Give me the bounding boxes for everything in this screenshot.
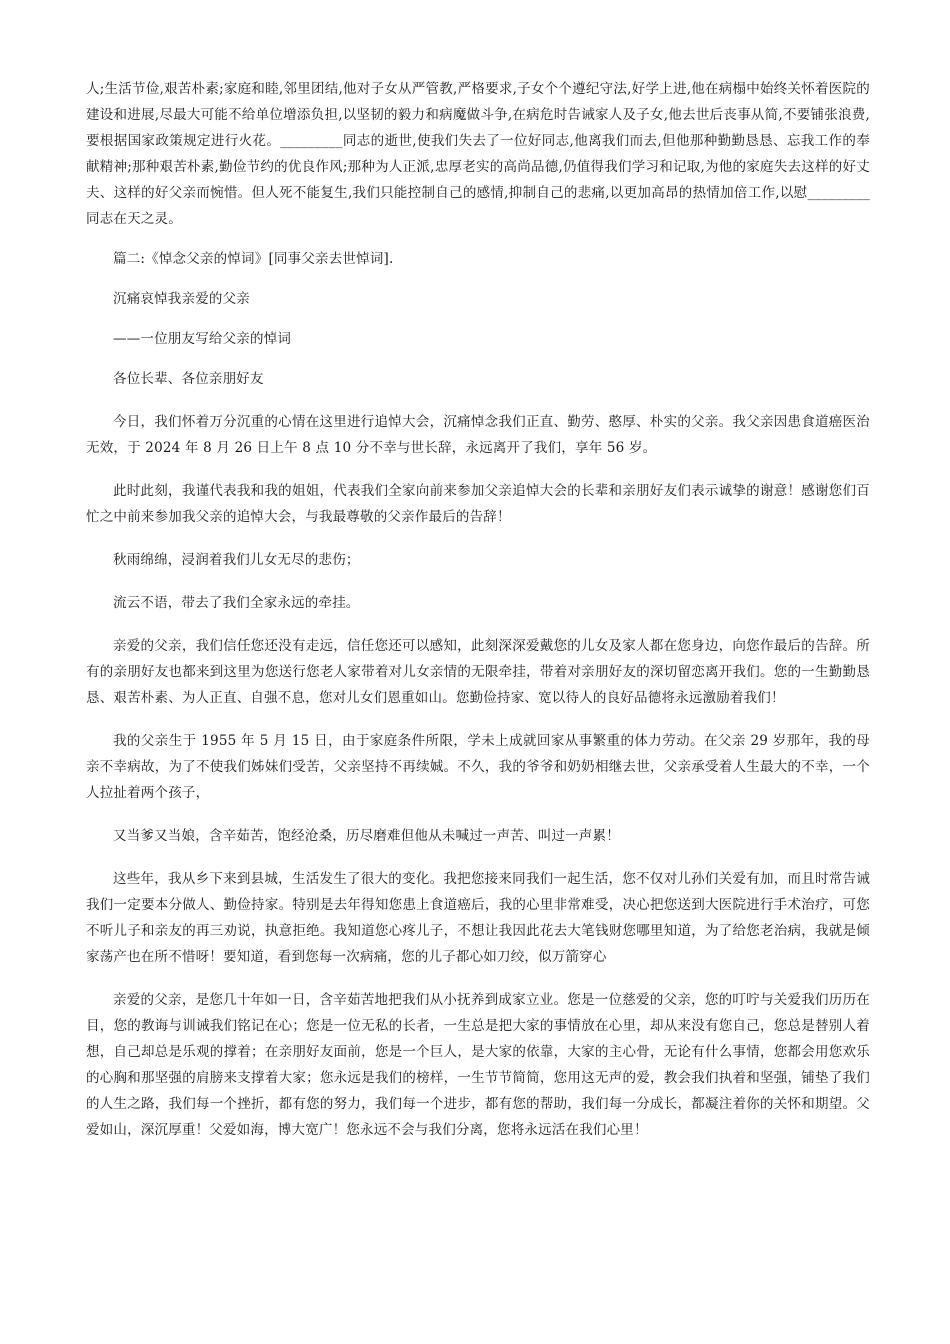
paragraph-thanks: 此时此刻，我谨代表我和我的姐姐，代表我们全家向前来参加父亲追悼大会的长辈和亲朋好友们表示诚挚的谢意！感谢您们百忙之中前来参加我父亲的追悼大会，与我最尊敬的父亲作最后的告辞！ <box>86 483 870 525</box>
paragraph-farewell: 亲爱的父亲，我们信任您还没有走远，信任您还可以感知，此刻深深爱戴您的儿女及家人都在您身边，向您作最后的告辞。所有的亲朋好友也都来到这里为您送行您老人家带着对儿女亲情的无限牵挂，带着对亲朋好友的深切留恋离开我们。您的一生勤勤恳恳、艰苦朴素、为人正直、自强不息，您对儿女们恩重如山。您勤俭持家、宽以待人的良好品德将永远激励着我们！ <box>86 638 870 706</box>
verse-line-1: 秋雨绵绵，浸润着我们儿女无尽的悲伤； <box>113 552 360 568</box>
section-heading-part-two: 篇二:《悼念父亲的悼词》[同事父亲去世悼词]. <box>113 251 394 267</box>
eulogy-title: 沉痛哀悼我亲爱的父亲 <box>113 291 250 307</box>
document-body <box>86 76 870 1143</box>
paragraph-opening: 今日，我们怀着万分沉重的心情在这里进行追悼大会，沉痛悼念我们正直、勤劳、憨厚、朴实的父亲。我父亲因患食道癌医治无效，于 2024 年 8 月 26 日上午 8 点 10 分不幸与世长辞，永远离开了我们，享年 56 岁。 <box>86 414 870 456</box>
paragraph-biography: 我的父亲生于 1955 年 5 月 15 日，由于家庭条件所限，学未上成就回家从事繁重的体力劳动。在父亲 29 岁那年，我的母亲不幸病故，为了不使我们姊妹们受苦，父亲坚持不再续娍。不久，我的爷爷和奶奶相继去世，父亲承受着人生最大的不幸，一个人拉扯着两个孩子， <box>86 733 870 801</box>
verse-line-2: 流云不语，带去了我们全家永远的牵挂。 <box>113 595 360 611</box>
paragraph-hardship: 又当爹又当娘，含辛茹苦，饱经沧桑，历尽磨难但他从未喊过一声苦、叫过一声累！ <box>113 828 620 844</box>
eulogy-subtitle: ——一位朋友写给父亲的悼词 <box>113 331 292 347</box>
salutation: 各位长辈、各位亲朋好友 <box>113 371 264 387</box>
paragraph-tribute: 亲爱的父亲，是您几十年如一日，含辛茹苦地把我们从小抚养到成家立业。您是一位慈爱的父亲，您的叮咛与关爱我们历历在目，您的教诲与训诫我们铭记在心；您是一位无私的长者，一生总是把大家的事情放在心里，却从来没有您自己，您总是替别人着想，自己却总是乐观的撑着；在亲朋好友面前，您是一个巨人，是大家的依靠，大家的主心骨，无论有什么事情，您都会用您欢乐的心胸和那坚强的肩膀来支撑着大家；您永远是我们的榜样，一生节节简简，您用这无声的爱，教会我们执着和坚强，铺垫了我们的人生之路，我们每一个挫折，都有您的努力，我们每一个进步，都有您的帮助，我们每一分成长，都凝注着你的关怀和期望。父爱如山，深沉厚重！父爱如海，博大宽广！您永远不会与我们分离，您将永远活在我们心里！ <box>86 992 870 1138</box>
paragraph-eulogy-continuation: 人;生活节俭,艰苦朴素;家庭和睦,邻里团结,他对子女从严管教,严格要求,子女个个遵纪守法,好学上进,他在病榻中始终关怀着医院的建设和进展,尽最大可能不给单位增添负担,以坚韧的毅力和病魔做斗争,在病危时告诫家人及子女,他去世后丧事从简,不要铺张浪费,要根据国家政策规定进行火花。_________同志的逝世,使我们失去了一位好同志,他离我们而去,但他那种勤勤恳恳、忘我工作的奉献精神;那种艰苦朴素,勤俭节约的优良作风;那种为人正派,忠厚老实的高尚品德,仍值得我们学习和记取,为他的家庭失去这样的好丈夫、这样的好父亲而惋惜。但人死不能复生,我们只能控制自己的感情,抑制自己的悲痛,以更加高昂的热情加倍工作,以慰_________同志在天之灵。 <box>86 81 870 227</box>
paragraph-illness: 这些年，我从乡下来到县城，生活发生了很大的变化。我把您接来同我们一起生活，您不仅对儿孙们关爱有加，而且时常告诫我们一定要本分做人、勤俭持家。特别是去年得知您患上食道癌后，我的心里非常难受，决心把您送到大医院进行手术治疗，可您不听儿子和亲友的再三劝说，执意拒绝。我知道您心疼儿子，不想让我因此花去大笔钱财您哪里知道，为了给您老治病，我就是倾家荡产也在所不惜呀！要知道，看到您每一次病痛，您的儿子都心如刀绞，似万箭穿心 <box>86 871 870 965</box>
